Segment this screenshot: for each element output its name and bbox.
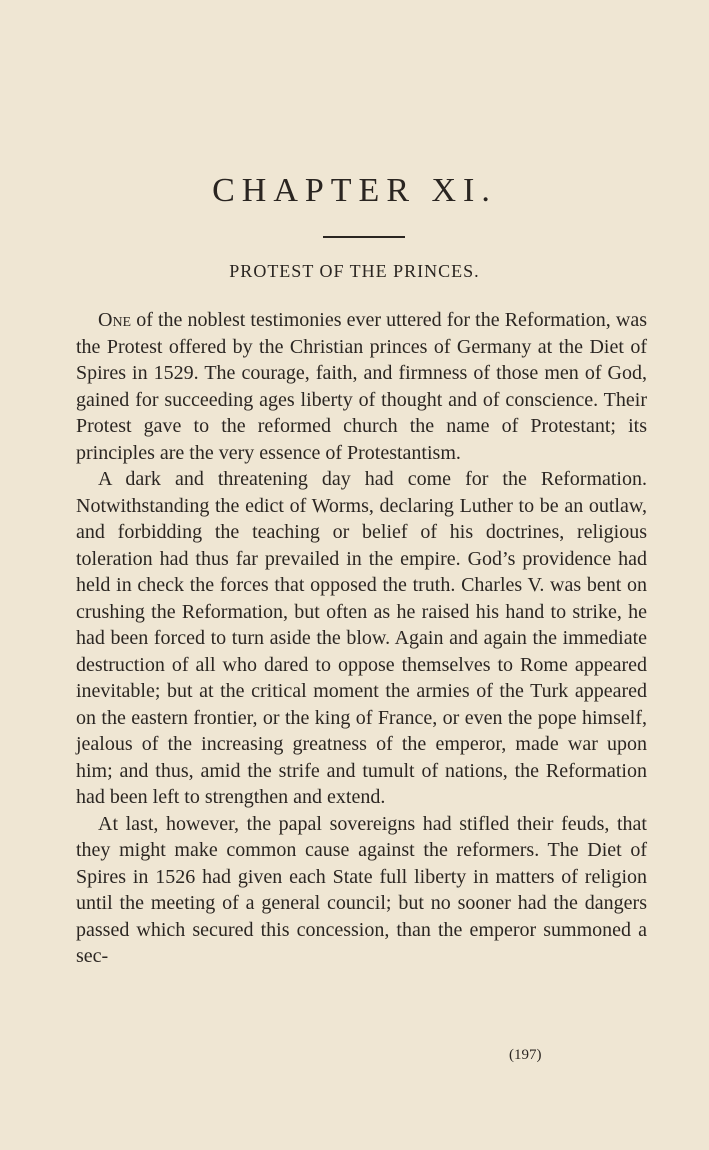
body-text (76, 307, 647, 970)
page-number: (197) (509, 1047, 542, 1063)
paragraph-1-text: of the noblest testimonies ever uttered for the Reformation, was the Protest offered by the Christian princes of Germany at the Diet of Spires in 1529. The courage, faith, and firmness of those men of God, gained for succeeding ages liberty of thought and of conscience. Their Protest gave to the reformed church the name of Protestant; its principles are the very essence of Protestantism. (76, 309, 647, 464)
paragraph-lead-word: One (98, 309, 132, 331)
paragraph-3: At last, however, the papal sovereigns had stifled their feuds, that they might make common cause against the reformers. The Diet of Spires in 1526 had given each State full liberty in matters of religion until the meeting of a general council; but no sooner had the dangers passed which secured this concession, than the emperor summoned a sec- (76, 812, 647, 967)
chapter-title: CHAPTER XI. (212, 172, 497, 209)
section-title: PROTEST OF THE PRINCES. (229, 261, 480, 281)
paragraph-1 (76, 307, 647, 466)
title-divider (323, 236, 405, 238)
paragraph-2: A dark and threatening day had come for the Reformation. Notwithstanding the edict of Worms, declaring Luther to be an outlaw, and forbidding the teaching or belief of his doctrines, religious toleration had thus far prevailed in the empire. God’s providence had held in check the forces that opposed the truth. Charles V. was bent on crushing the Reformation, but often as he raised his hand to strike, he had been forced to turn aside the blow. Again and again the immediate destruction of all who dared to oppose themselves to Rome appeared inevitable; but at the critical moment the armies of the Turk appeared on the eastern frontier, or the king of France, or even the pope himself, jealous of the increasing greatness of the emperor, made war upon him; and thus, amid the strife and tumult of nations, the Reformation had been left to strengthen and extend. (76, 468, 647, 808)
